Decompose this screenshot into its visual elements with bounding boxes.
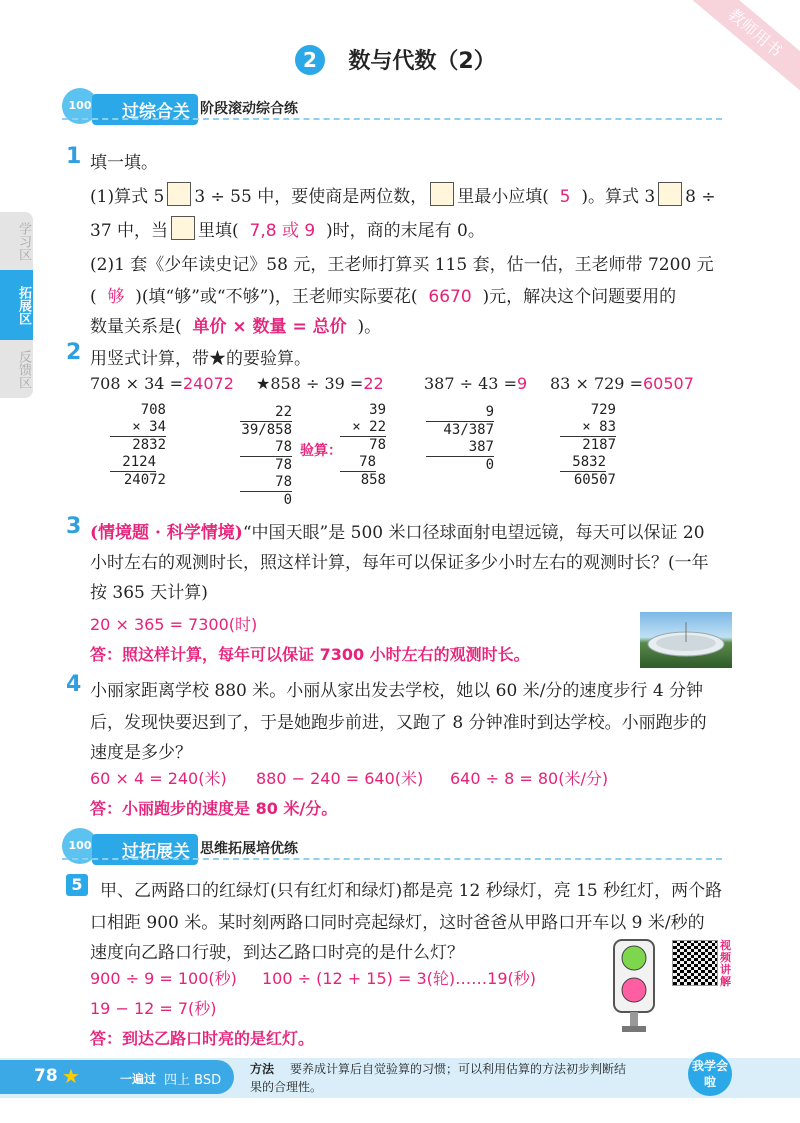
answer: 24072	[182, 374, 234, 393]
blank-box	[430, 182, 454, 206]
calc-line: 387	[426, 439, 494, 457]
page-title: 数与代数（2）	[348, 49, 496, 74]
question-number: 1	[66, 144, 82, 169]
text: 8 ÷	[685, 187, 716, 207]
calc-line: × 34	[110, 419, 166, 437]
q3-line3: 按 365 天计算)	[90, 583, 208, 603]
text: 83 × 729 =	[550, 374, 643, 393]
section-bar-extension	[62, 832, 734, 862]
calc-line: 78	[240, 439, 292, 457]
scenario-tag: (情境题 · 科学情境)	[90, 523, 243, 543]
video-label: 视频讲解	[720, 939, 731, 988]
blank-box	[167, 182, 191, 206]
text: (1)算式 5	[90, 187, 165, 207]
q4-answer: 答：小丽跑步的速度是 80 米/分。	[90, 799, 338, 818]
expr	[424, 374, 527, 393]
calc: 640 ÷ 8 = 80(米/分)	[450, 769, 609, 788]
calc-line: 24072	[123, 472, 166, 488]
q5-calc-row1	[90, 966, 570, 988]
page-number: 78	[34, 1066, 58, 1086]
expr	[550, 374, 694, 393]
calc-line: 0	[283, 492, 292, 508]
side-tab-extend[interactable]: 拓展区	[0, 270, 33, 340]
calc-line: 22	[275, 404, 292, 420]
answer: 60507	[642, 374, 694, 393]
q1-part2-line2	[90, 282, 676, 307]
calc-line: 78	[369, 437, 386, 453]
q1-part2-line3	[90, 312, 381, 337]
calc: 100 ÷ (12 + 15) = 3(轮)……19(秒)	[262, 969, 536, 988]
text: 37 中，当	[90, 221, 169, 241]
calc-line: 729	[590, 402, 616, 418]
check-label: 验算：	[300, 443, 342, 459]
text: )元，解决这个问题要用的	[482, 287, 677, 307]
side-tab-learn[interactable]: 学习区	[0, 212, 33, 270]
section-label: 过综合关	[92, 94, 198, 125]
q3-line2: 小时左右的观测时长，照这样计算，每年可以保证多少小时左右的观测时长？(一年	[90, 553, 709, 573]
blank-box	[171, 216, 195, 240]
text: )。算式 3	[581, 187, 656, 207]
corner-stamp: 教师用书	[688, 0, 800, 93]
mascot-star-icon: ★	[62, 1064, 80, 1088]
section-label: 过拓展关	[92, 834, 198, 865]
q5-calc-row2: 19 − 12 = 7(秒)	[90, 999, 217, 1018]
section-subtitle: 思维拓展培优练	[200, 841, 298, 857]
question-number: 3	[66, 514, 82, 539]
text: “中国天眼”是 500 米口径球面射电望远镜，每天可以保证 20	[242, 523, 705, 543]
question-number: 4	[66, 672, 82, 697]
side-tab-feedback[interactable]: 反馈区	[0, 340, 33, 398]
text: 3 ÷ 55 中，要使商是两位数，	[194, 187, 428, 207]
answer: 22	[363, 374, 384, 393]
answer: 6670	[428, 287, 472, 307]
section-divider	[62, 118, 722, 120]
calc: 880 − 240 = 640(米)	[256, 769, 424, 788]
text: 708 × 34 =	[90, 374, 183, 393]
method-text-1: 要养成计算后自觉验算的习惯；可以利用估算的方法初步判断结	[290, 1062, 627, 1076]
brand: 一遍过	[120, 1072, 157, 1086]
vertical-calc-2-check	[340, 402, 386, 489]
page-header	[295, 44, 496, 78]
mascot-badge: 我学会啦	[688, 1052, 732, 1096]
vertical-calc-1	[110, 402, 166, 489]
text: 里填(	[198, 221, 239, 241]
footer-left	[0, 1060, 234, 1094]
expr	[90, 374, 234, 393]
calc-line: × 83	[560, 419, 616, 437]
q3-calc: 20 × 365 = 7300(时)	[90, 615, 258, 634]
q3-answer: 答：照这样计算，每年可以保证 7300 小时左右的观测时长。	[90, 645, 530, 664]
method-text-2: 果的合理性。	[250, 1080, 323, 1094]
q4-line3: 速度是多少？	[90, 743, 192, 763]
calc-line: 78	[340, 454, 376, 472]
telescope-image	[640, 612, 732, 668]
text: ★858 ÷ 39 =	[256, 374, 364, 393]
expr	[256, 374, 384, 393]
calc-line: 39/858	[241, 422, 292, 438]
unit-number-badge: 2	[295, 45, 325, 75]
vertical-calc-2	[240, 404, 292, 509]
text: 387 ÷ 43 =	[424, 374, 517, 393]
blank-box	[658, 182, 682, 206]
method-label: 方法	[250, 1062, 275, 1076]
calc-line: 2187	[582, 437, 616, 453]
q2-intro: 用竖式计算，带★的要验算。	[90, 349, 311, 369]
calc-line: 708	[140, 402, 166, 418]
calc-line: 5832	[560, 454, 606, 472]
text: 数量关系是(	[90, 317, 182, 337]
calc-line: × 22	[340, 419, 386, 437]
q5-line2: 口相距 900 米。某时刻两路口同时亮起绿灯，这时爸爸从甲路口开车以 9 米/秒的	[90, 913, 705, 933]
qr-code-icon[interactable]	[672, 940, 718, 986]
calc-line: 9	[485, 404, 494, 420]
vertical-calc-3	[426, 404, 494, 474]
q4-calc	[90, 766, 730, 788]
radio-telescope-icon	[640, 612, 732, 668]
section-badge-icon: 100	[62, 828, 98, 864]
section-divider	[62, 858, 722, 860]
text: )时，商的末尾有 0。	[325, 221, 485, 241]
q1-part1-line1	[90, 182, 716, 207]
q1-part1-line2	[90, 216, 485, 241]
calc-line: 43/387	[426, 421, 494, 439]
grade-label: 四上 BSD	[164, 1073, 222, 1088]
text: )(填“够”或“不够”)，王老师实际要花(	[135, 287, 418, 307]
calc-line: 2124	[110, 454, 156, 472]
section-bar-comprehensive	[62, 92, 734, 122]
text: 里最小应填(	[457, 187, 549, 207]
section-badge-icon: 100	[62, 88, 98, 124]
section-subtitle: 阶段滚动综合练	[200, 101, 298, 117]
q1-part2-line1: (2)1 套《少年读史记》58 元，王老师打算买 115 套，估一估，王老师带 7200 元	[90, 255, 714, 275]
question-number: 5	[66, 874, 88, 896]
answer: 7,8 或 9	[249, 221, 316, 241]
traffic-light-icon	[606, 936, 666, 1041]
calc: 900 ÷ 9 = 100(秒)	[90, 969, 237, 988]
text: )。	[357, 317, 382, 337]
q5-line3: 速度向乙路口行驶，到达乙路口时亮的是什么灯？	[90, 943, 464, 963]
calc-line: 0	[485, 457, 494, 473]
calc-line: 78	[240, 474, 292, 492]
answer: 单价 × 数量 = 总价	[192, 317, 347, 337]
calc-line: 78	[275, 457, 292, 473]
calc-line: 39	[369, 402, 386, 418]
side-tabs	[0, 212, 46, 398]
answer: 够	[107, 287, 125, 307]
answer: 5	[559, 187, 571, 207]
text: (	[90, 287, 97, 307]
calc-line: 858	[360, 472, 386, 488]
answer: 9	[516, 374, 528, 393]
q4-line2: 后，发现快要迟到了，于是她跑步前进，又跑了 8 分钟准时到达学校。小丽跑步的	[90, 713, 707, 733]
q5-answer: 答：到达乙路口时亮的是红灯。	[90, 1029, 315, 1048]
q5-line1: 甲、乙两路口的红绿灯(只有红灯和绿灯)都是亮 12 秒绿灯，亮 15 秒红灯，两个路	[100, 881, 723, 901]
calc-line: 60507	[573, 472, 616, 488]
q4-line1: 小丽家距离学校 880 米。小丽从家出发去学校，她以 60 米/分的速度步行 4 分钟	[90, 681, 704, 701]
question-number: 2	[66, 340, 82, 365]
calc-line: 2832	[132, 437, 166, 453]
q1-intro: 填一填。	[90, 153, 158, 173]
vertical-calc-4	[560, 402, 616, 489]
calc: 60 × 4 = 240(米)	[90, 769, 227, 788]
q3-line1	[90, 518, 705, 543]
